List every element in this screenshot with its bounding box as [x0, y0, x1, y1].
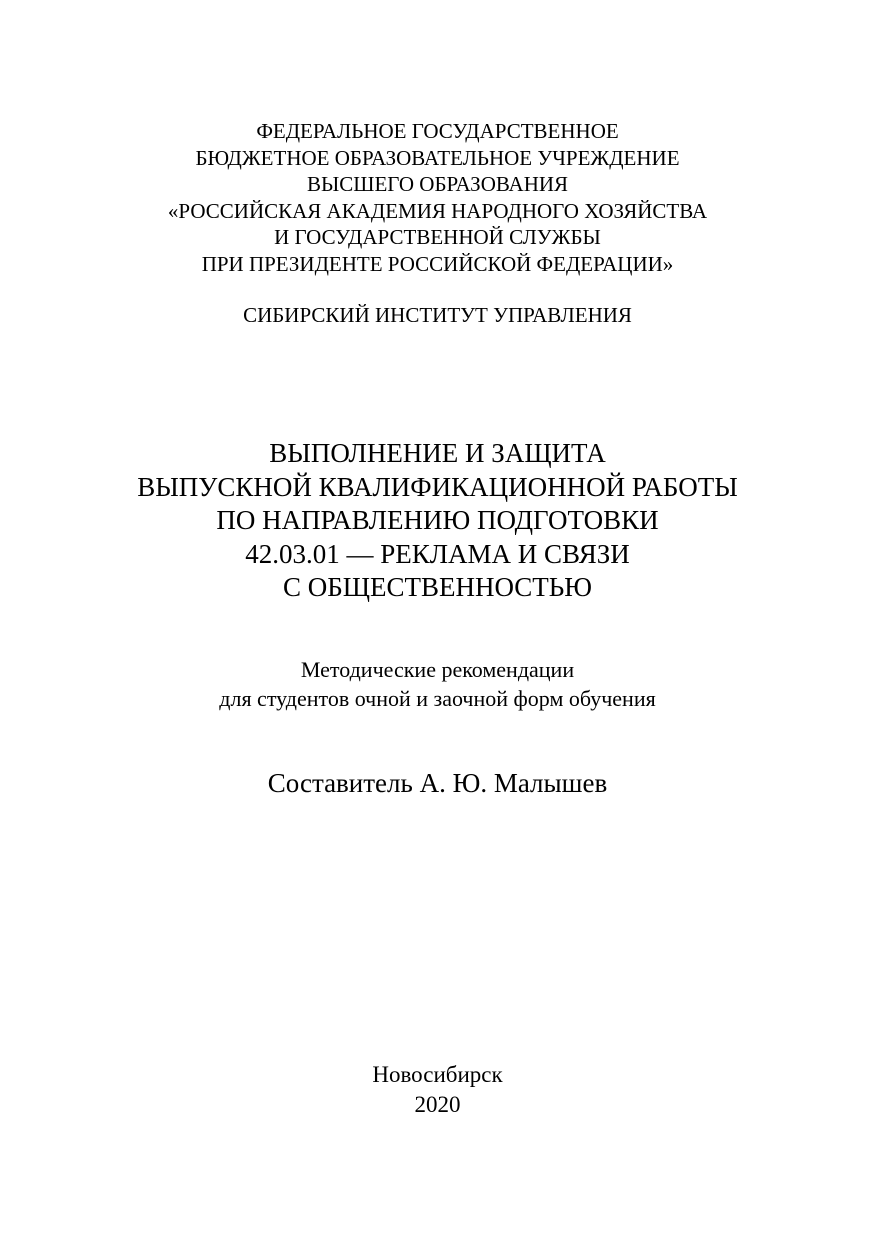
institution-line: И ГОСУДАРСТВЕННОЙ СЛУЖБЫ: [274, 225, 601, 249]
institution-line: ПРИ ПРЕЗИДЕНТЕ РОССИЙСКОЙ ФЕДЕРАЦИИ»: [201, 251, 674, 276]
title-line: С ОБЩЕСТВЕННОСТЬЮ: [282, 572, 593, 602]
institute-line: СИБИРСКИЙ ИНСТИТУТ УПРАВЛЕНИЯ: [243, 303, 632, 327]
subtitle-line: Методические рекомендации: [300, 657, 575, 682]
compiler-line: Составитель А. Ю. Малышев: [267, 768, 608, 798]
subtitle-line: для студентов очной и заочной форм обучения: [219, 686, 656, 711]
title-line: 42.03.01 — РЕКЛАМА И СВЯЗИ: [245, 538, 630, 569]
institution-line: ФЕДЕРАЛЬНОЕ ГОСУДАРСТВЕННОЕ: [256, 119, 619, 143]
publication-year: 2020: [414, 1092, 461, 1117]
institution-line: «РОССИЙСКАЯ АКАДЕМИЯ НАРОДНОГО ХОЗЯЙСТВА: [167, 198, 708, 223]
document-subtitle: [0, 655, 875, 713]
publication-footer: [0, 1060, 875, 1120]
institute-name: [0, 302, 875, 328]
institution-line: ВЫСШЕГО ОБРАЗОВАНИЯ: [306, 172, 569, 196]
title-line: ПО НАПРАВЛЕНИЮ ПОДГОТОВКИ: [216, 505, 659, 535]
publication-city: Новосибирск: [372, 1062, 503, 1087]
document-title: [0, 437, 875, 605]
institution-name: [0, 118, 875, 277]
institution-line: БЮДЖЕТНОЕ ОБРАЗОВАТЕЛЬНОЕ УЧРЕЖДЕНИЕ: [195, 145, 680, 170]
compiler-credit: [0, 766, 875, 800]
title-line: ВЫПОЛНЕНИЕ И ЗАЩИТА: [269, 438, 606, 468]
title-line: ВЫПУСКНОЙ КВАЛИФИКАЦИОННОЙ РАБОТЫ: [137, 471, 738, 502]
